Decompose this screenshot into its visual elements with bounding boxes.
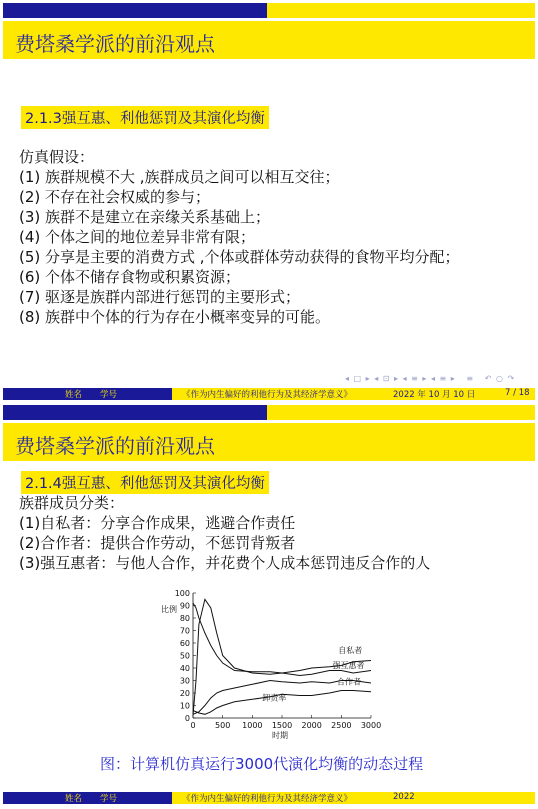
figure-caption: 图：计算机仿真运行3000代演化均衡的动态过程: [100, 755, 424, 773]
series-label: 合作者: [337, 677, 362, 687]
slide-7: [3, 3, 535, 400]
list-item: (3) 族群不是建立在亲缘关系基础上；: [19, 208, 271, 226]
footer-date: 2022 年 10 月 10 日: [393, 390, 476, 400]
list-intro: 族群成员分类：: [19, 494, 125, 512]
slide-title: 费塔桑学派的前沿观点: [15, 32, 215, 56]
x-tick-label: 1500: [271, 721, 293, 730]
y-tick-label: 50: [179, 651, 190, 661]
footer-date: 2022: [393, 792, 415, 802]
header-bar: [3, 405, 535, 420]
y-tick-label: 40: [179, 664, 190, 673]
section-heading: 2.1.4强互惠、利他惩罚及其演化均衡: [21, 471, 269, 494]
series-label: 自私者: [338, 646, 363, 655]
y-tick-label: 60: [179, 639, 190, 648]
footer-bar: [3, 792, 535, 804]
x-tick-label: 1000: [242, 721, 263, 730]
x-tick-label: 0: [190, 721, 196, 730]
y-tick-label: 90: [179, 601, 190, 611]
y-tick-label: 30: [179, 676, 190, 686]
y-tick-label: 80: [179, 614, 190, 623]
y-tick-label: 20: [179, 689, 190, 698]
y-tick-label: 70: [179, 626, 190, 636]
footer-id: 学号: [100, 390, 118, 400]
footer-page: 7 / 18: [505, 388, 530, 398]
list-item: (4) 个体之间的地位差异非常有限；: [19, 228, 256, 246]
x-tick-label: 500: [215, 721, 231, 730]
footer-name: 姓名: [65, 390, 83, 400]
footer-name: 姓名: [65, 794, 83, 804]
navigation-symbols[interactable]: ◂ □ ▸ ◂ ⊡ ▸ ◂ ≡ ▸ ◂ ≡ ▸ ≡ ↶ ○ ↷: [345, 374, 516, 383]
slide-8: [3, 405, 535, 806]
footer-paper-title: 《作为内生偏好的利他行为及其经济学意义》: [182, 390, 353, 400]
y-tick-label: 10: [179, 701, 190, 711]
y-tick-label: 0: [184, 714, 190, 723]
x-axis-label: 时期: [272, 731, 288, 740]
title-bar: [3, 423, 535, 461]
series-label: 卸责率: [262, 693, 287, 703]
category-list: [19, 493, 430, 573]
list-item: (2) 不存在社会权威的参与；: [19, 188, 211, 206]
evolution-line-chart: [153, 585, 393, 740]
x-tick-label: 3000: [360, 721, 382, 730]
list-item: (7) 驱逐是族群内部进行惩罚的主要形式；: [19, 288, 301, 306]
series-label: 强互惠者: [332, 661, 365, 670]
list-item: (8) 族群中个体的行为存在小概率变异的可能。: [19, 308, 331, 326]
list-item: (1)自私者：分享合作成果，逃避合作责任: [19, 514, 296, 532]
footer-bar: [3, 388, 535, 400]
y-axis-label: 比例: [161, 605, 177, 614]
x-tick-label: 2000: [301, 721, 322, 730]
header-bar: [3, 3, 535, 18]
list-item: (6) 个体不储存食物或积累资源；: [19, 268, 241, 286]
section-heading: 2.1.3强互惠、利他惩罚及其演化均衡: [21, 106, 269, 129]
list-item: (3)强互惠者：与他人合作，并花费个人成本惩罚违反合作的人: [19, 554, 431, 572]
assumption-list: [19, 147, 460, 327]
slide-title: 费塔桑学派的前沿观点: [15, 434, 215, 458]
footer-id: 学号: [100, 794, 118, 804]
title-bar: [3, 21, 535, 59]
list-item: (5) 分享是主要的消费方式 ,个体或群体劳动获得的食物平均分配；: [19, 248, 460, 266]
list-item: (1) 族群规模不大 ,族群成员之间可以相互交往；: [19, 168, 340, 186]
list-intro: 仿真假设：: [19, 148, 95, 166]
list-item: (2)合作者：提供合作劳动，不惩罚背叛者: [19, 534, 296, 552]
y-tick-label: 100: [174, 589, 190, 598]
x-tick-label: 2500: [331, 721, 352, 730]
footer-paper-title: 《作为内生偏好的利他行为及其经济学意义》: [182, 794, 353, 804]
